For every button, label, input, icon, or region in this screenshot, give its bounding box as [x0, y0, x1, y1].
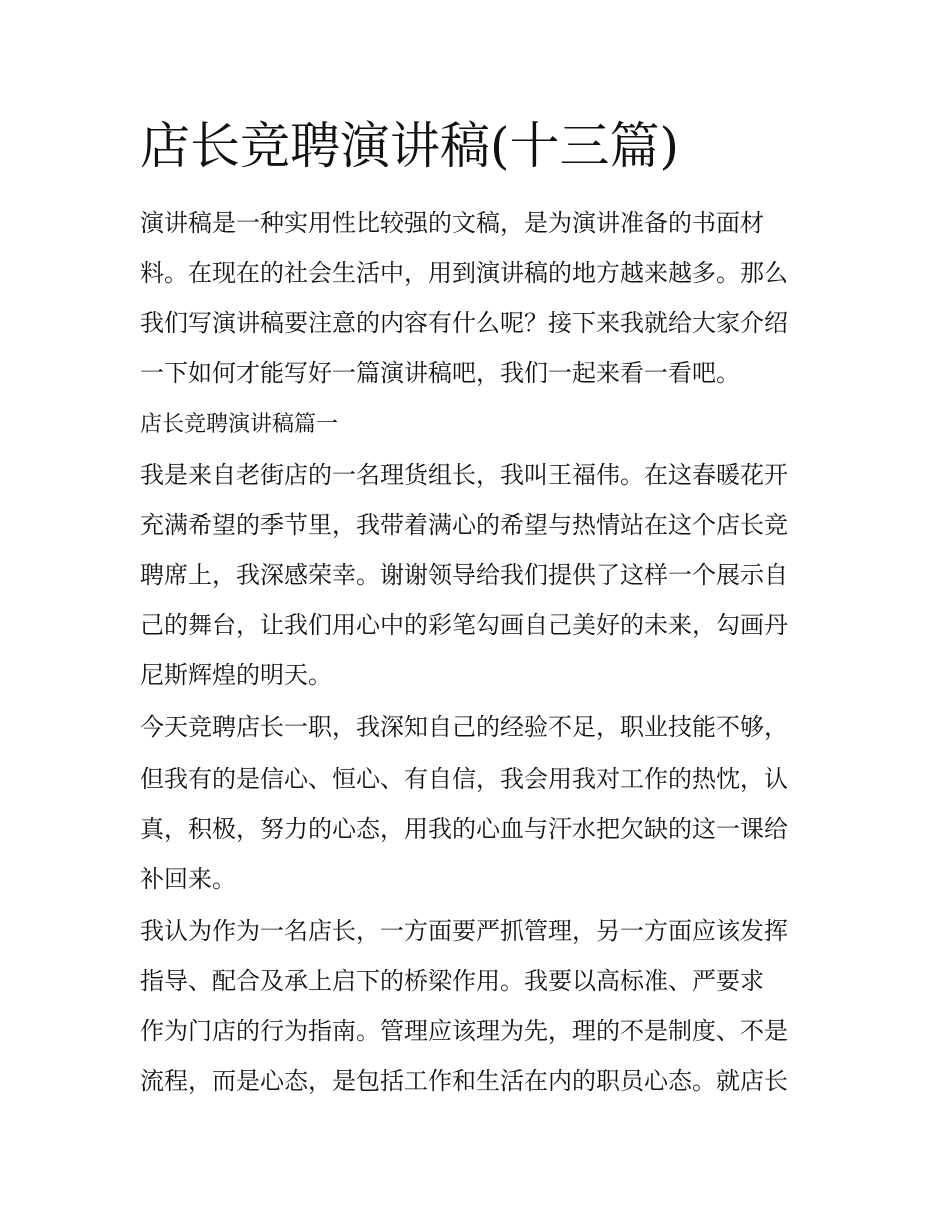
paragraph-1-line-3: 聘席上，我深感荣幸。谢谢领导给我们提供了这样一个展示自 [140, 561, 788, 589]
paragraph-1-line-4: 己的舞台，让我们用心中的彩笔勾画自己美好的未来，勾画丹 [140, 611, 788, 639]
paragraph-2-line-3: 真，积极，努力的心态，用我的心血与汗水把欠缺的这一课给 [140, 815, 788, 843]
paragraph-3-line-2: 指导、配合及承上启下的桥梁作用。我要以高标准、严要求 [140, 967, 764, 995]
paragraph-1-line-2: 充满希望的季节里，我带着满心的希望与热情站在这个店长竞 [140, 511, 788, 539]
paragraph-1-line-1: 我是来自老街店的一名理货组长，我叫王福伟。在这春暖花开 [140, 461, 788, 489]
intro-line-1: 演讲稿是一种实用性比较强的文稿，是为演讲准备的书面材 [140, 209, 764, 237]
intro-line-3: 我们写演讲稿要注意的内容有什么呢？接下来我就给大家介绍 [140, 309, 788, 337]
paragraph-1-line-5: 尼斯辉煌的明天。 [140, 661, 332, 689]
intro-line-2: 料。在现在的社会生活中，用到演讲稿的地方越来越多。那么 [140, 259, 788, 287]
section-heading: 店长竞聘演讲稿篇一 [140, 412, 339, 437]
paragraph-2-line-4: 补回来。 [140, 865, 236, 893]
document-title: 店长竞聘演讲稿(十三篇) [140, 117, 680, 175]
paragraph-2-line-2: 但我有的是信心、恒心、有自信，我会用我对工作的热忱，认 [140, 765, 788, 793]
paragraph-2-line-1: 今天竞聘店长一职，我深知自己的经验不足，职业技能不够， [140, 713, 788, 741]
paragraph-3-line-4: 流程，而是心态，是包括工作和生活在内的职员心态。就店长 [140, 1067, 788, 1095]
paragraph-3-line-3: 作为门店的行为指南。管理应该理为先，理的不是制度、不是 [140, 1017, 788, 1045]
intro-line-4: 一下如何才能写好一篇演讲稿吧，我们一起来看一看吧。 [140, 359, 740, 387]
paragraph-3-line-1: 我认为作为一名店长，一方面要严抓管理，另一方面应该发挥 [140, 917, 788, 945]
